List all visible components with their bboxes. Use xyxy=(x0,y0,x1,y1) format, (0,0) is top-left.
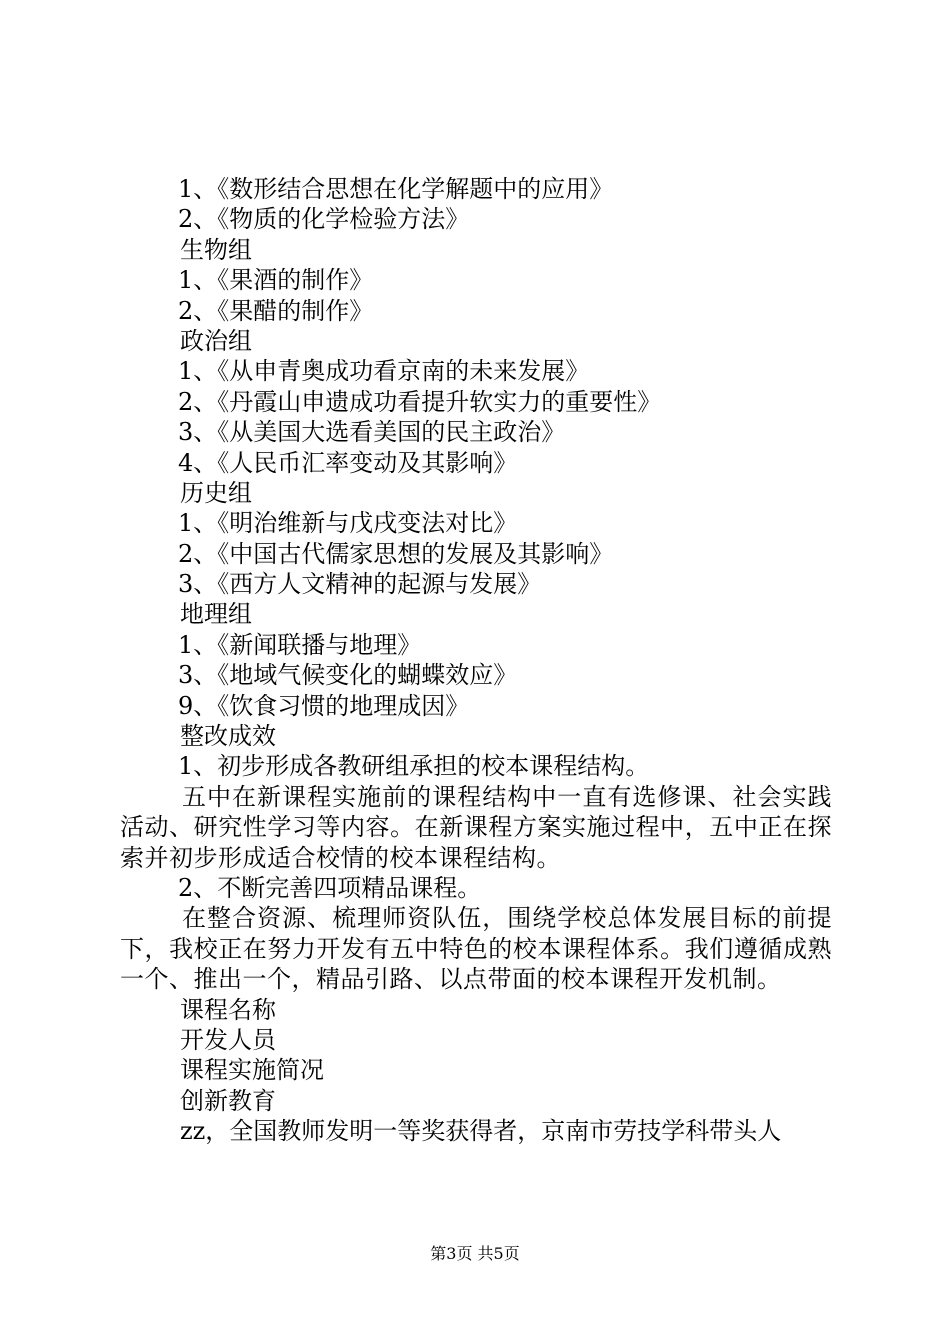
list-item: 2、《中国古代儒家思想的发展及其影响》 xyxy=(178,539,614,568)
list-item: 1、《新闻联播与地理》 xyxy=(178,630,422,659)
list-item: 2、《果醋的制作》 xyxy=(178,296,374,325)
list-item: 1、《明治维新与戊戌变法对比》 xyxy=(178,509,518,538)
results-point-2: 2、不断完善四项精品课程。 xyxy=(178,874,482,903)
list-item: 3、《地域气候变化的蝴蝶效应》 xyxy=(178,661,518,690)
table-field-developer: 开发人员 xyxy=(180,1026,276,1055)
group-heading-biology: 生物组 xyxy=(180,235,252,264)
list-item: 9、《饮食习惯的地理成因》 xyxy=(178,691,470,720)
page-footer: 第3页 共5页 xyxy=(430,1244,520,1263)
results-heading: 整改成效 xyxy=(180,722,276,751)
table-field-implementation: 课程实施简况 xyxy=(180,1056,324,1085)
group-heading-history: 历史组 xyxy=(180,478,252,507)
results-point-1: 1、初步形成各教研组承担的校本课程结构。 xyxy=(178,752,650,781)
table-field-course-name: 课程名称 xyxy=(180,995,276,1024)
list-item: 1、《果酒的制作》 xyxy=(178,266,374,295)
group-heading-geography: 地理组 xyxy=(180,600,252,629)
list-item: 4、《人民币汇率变动及其影响》 xyxy=(178,448,518,477)
list-item: 3、《从美国大选看美国的民主政治》 xyxy=(178,418,566,447)
course-name: 创新教育 xyxy=(180,1086,276,1115)
document-body xyxy=(120,174,832,1147)
results-paragraph-1: 五中在新课程实施前的课程结构中一直有选修课、社会实践活动、研究性学习等内容。在新课程方案实施过程中，五中正在探索并初步形成适合校情的校本课程结构。 xyxy=(120,782,832,872)
course-developer: zz，全国教师发明一等奖获得者，京南市劳技学科带头人 xyxy=(180,1117,782,1146)
results-paragraph-2: 在整合资源、梳理师资队伍，围绕学校总体发展目标的前提下，我校正在努力开发有五中特色的校本课程体系。我们遵循成熟一个、推出一个，精品引路、以点带面的校本课程开发机制。 xyxy=(120,904,832,994)
group-heading-politics: 政治组 xyxy=(180,326,252,355)
list-item: 1、《数形结合思想在化学解题中的应用》 xyxy=(178,175,614,203)
list-item: 1、《从申青奥成功看京南的未来发展》 xyxy=(178,357,590,386)
list-item: 2、《丹霞山申遗成功看提升软实力的重要性》 xyxy=(178,387,662,416)
list-item: 2、《物质的化学检验方法》 xyxy=(178,205,470,234)
list-item: 3、《西方人文精神的起源与发展》 xyxy=(178,570,542,599)
